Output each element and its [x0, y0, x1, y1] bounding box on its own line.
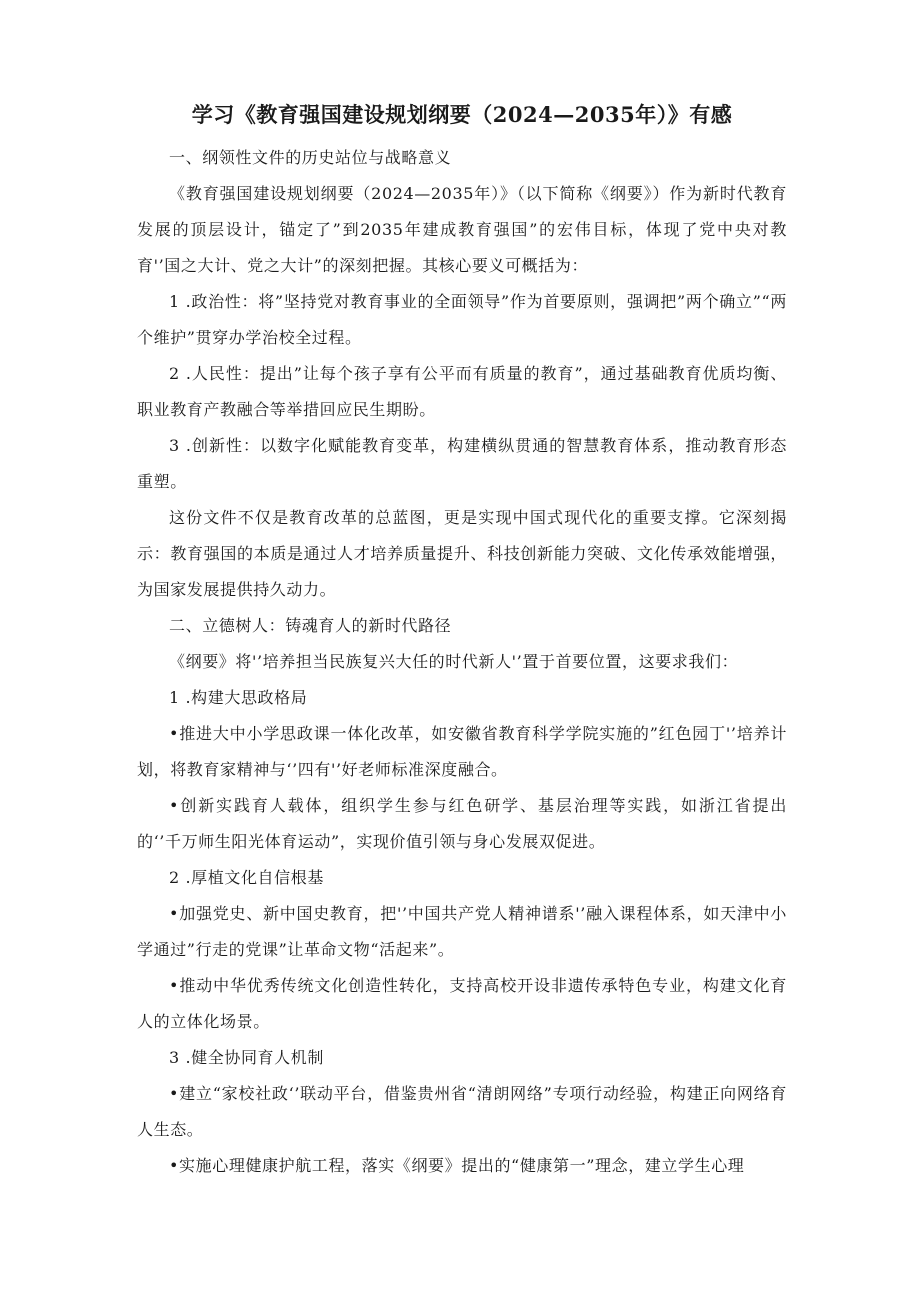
subsection-heading: 3 .健全协同育人机制 — [169, 1048, 324, 1067]
paragraph: 这份文件不仅是教育改革的总蓝图，更是实现中国式现代化的重要支撑。它深刻揭示：教育强国的本质是通过人才培养质量提升、科技创新能力突破、文化传承效能增强，为国家发展提供持久动力。 — [137, 508, 787, 599]
section-heading: 二、立德树人：铸魂育人的新时代路径 — [169, 616, 452, 635]
paragraph: 《纲要》将'’培养担当民族复兴大任的时代新人'’置于首要位置，这要求我们： — [169, 652, 739, 671]
bullet-paragraph: •建立“家校社政‘’联动平台，借鉴贵州省“清朗网络”专项行动经验，构建正向网络育人生态。 — [137, 1084, 787, 1139]
document-title: 学习《教育强国建设规划纲要（2024—2035年）》有感 — [191, 102, 733, 127]
bullet-paragraph: •加强党史、新中国史教育，把'’中国共产党人精神谱系'’融入课程体系，如天津中小学通过”行走的党课”让革命文物“活起来”。 — [137, 904, 787, 959]
numbered-paragraph: 3 .创新性：以数字化赋能教育变革，构建横纵贯通的智慧教育体系，推动教育形态重塑。 — [137, 436, 787, 491]
bullet-paragraph: •创新实践育人载体，组织学生参与红色研学、基层治理等实践，如浙江省提出的‘’千万师生阳光体育运动”，实现价值引领与身心发展双促进。 — [137, 796, 787, 851]
subsection-heading: 1 .构建大思政格局 — [169, 688, 308, 707]
numbered-paragraph: 2 .人民性：提出”让每个孩子享有公平而有质量的教育”，通过基础教育优质均衡、职业教育产教融合等举措回应民生期盼。 — [137, 364, 787, 419]
document-body — [137, 100, 787, 1184]
numbered-paragraph: 1 .政治性：将”坚持党对教育事业的全面领导”作为首要原则，强调把”两个确立”“两个维护”贯穿办学治校全过程。 — [137, 292, 787, 347]
bullet-paragraph: •实施心理健康护航工程，落实《纲要》提出的“健康第一”理念，建立学生心理 — [169, 1156, 745, 1175]
subsection-heading: 2 .厚植文化自信根基 — [169, 868, 324, 887]
section-heading: 一、纲领性文件的历史站位与战略意义 — [169, 148, 452, 167]
bullet-paragraph: •推进大中小学思政课一体化改革，如安徽省教育科学学院实施的”红色园丁'’培养计划，将教育家精神与‘’四有'’好老师标准深度融合。 — [137, 724, 787, 779]
paragraph: 《教育强国建设规划纲要（2024—2035年）》（以下简称《纲要》）作为新时代教育发展的顶层设计，锚定了”到2035年建成教育强国”的宏伟目标，体现了党中央对教育'’国之大计、党之大计”的深刻把握。其核心要义可概括为： — [137, 184, 787, 275]
bullet-paragraph: •推动中华优秀传统文化创造性转化，支持高校开设非遗传承特色专业，构建文化育人的立体化场景。 — [137, 976, 787, 1031]
